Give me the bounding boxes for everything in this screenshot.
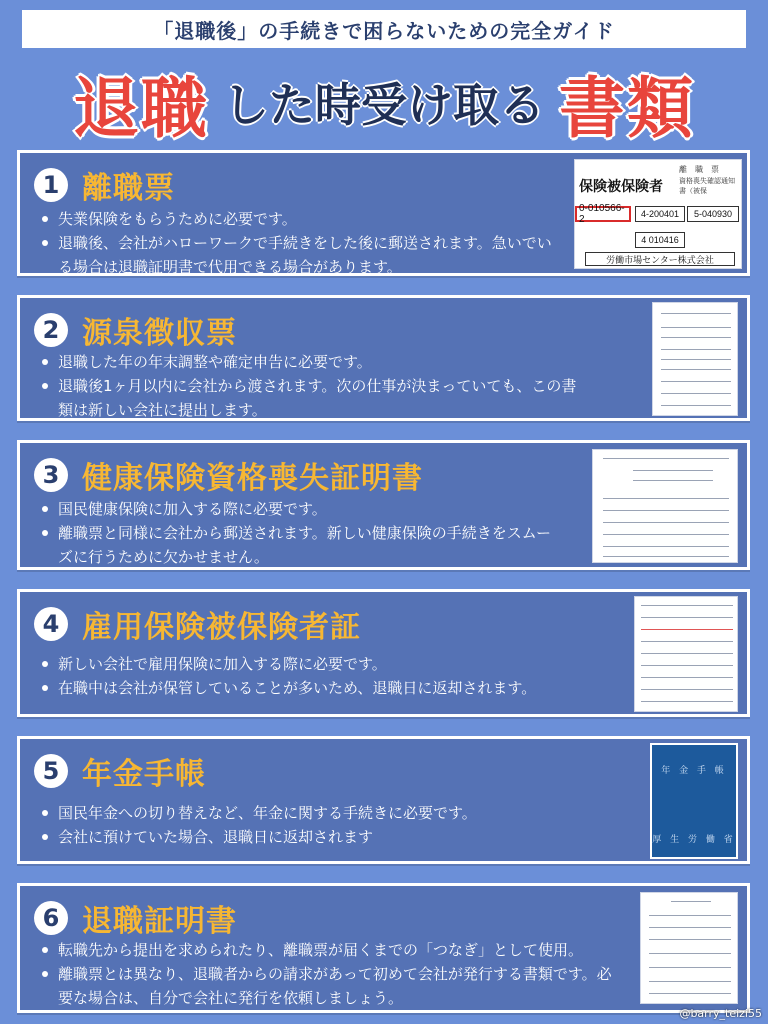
card-title: [34, 453, 423, 497]
card-title: [34, 749, 206, 793]
bullet-item: 会社に預けていた場合、退職日に返却されます: [42, 825, 622, 849]
form-company-field: 労働市場センター株式会社: [585, 252, 735, 266]
card-gensen-choshuhyo: [17, 295, 750, 421]
card-heading: 退職証明書: [82, 904, 237, 939]
number-badge: 1: [34, 168, 68, 202]
number-badge: 3: [34, 458, 68, 492]
nenkin-techo-image: [650, 743, 738, 859]
bullet-list: [42, 801, 622, 849]
number-badge: 2: [34, 313, 68, 347]
rishokuhyo-form-image: [574, 159, 742, 269]
card-title: [34, 308, 237, 352]
form-sub2: 資格喪失確認通知書（被保: [679, 178, 735, 195]
bullet-list: [42, 938, 622, 1010]
form-field-b: 5-040930: [687, 206, 739, 222]
form-sub1: 離 職 票: [679, 165, 719, 174]
card-nenkin-techo: [17, 736, 750, 864]
bullet-list: [42, 652, 622, 700]
form-heading: 保険被保険者: [579, 178, 663, 194]
bullet-item: 転職先から提出を求められたり、離職票が届くまでの「つなぎ」として使用。: [42, 938, 622, 962]
headline-part-taishoku: 退職: [73, 69, 209, 147]
card-heading: 年金手帳: [82, 757, 206, 792]
subtitle-bar: [22, 10, 746, 48]
card-taishoku-shomeisho: [17, 883, 750, 1013]
bullet-item: 退職後1ヶ月以内に会社から渡されます。次の仕事が決まっていても、この書類は新しい会社に提出します。: [42, 374, 582, 422]
card-heading: 健康保険資格喪失証明書: [82, 461, 423, 496]
form-field-c: 4 010416: [635, 232, 685, 248]
bullet-list: [42, 207, 562, 279]
card-kenko-hoken-soshitsu: [17, 440, 750, 570]
main-headline: [0, 58, 768, 146]
bullet-list: [42, 497, 562, 569]
card-title: [34, 896, 237, 940]
book-issuer: 厚 生 労 働 省: [652, 835, 736, 845]
card-koyo-hoken-hihokensha-sho: [17, 589, 750, 717]
bullet-item: 退職後、会社がハローワークで手続きをした後に郵送されます。急いでいる場合は退職証明書で代用できる場合があります。: [42, 231, 562, 279]
form-number-field: 0-010566-2: [575, 206, 631, 222]
headline-part-middle: した時受け取る: [223, 78, 545, 132]
card-title: [34, 163, 175, 207]
form-field-a: 4-200401: [635, 206, 685, 222]
taishoku-shomeisho-image: [640, 892, 738, 1004]
card-heading: 雇用保険被保険者証: [82, 610, 361, 645]
bullet-item: 離職票と同様に会社から郵送されます。新しい健康保険の手続きをスムーズに行うために欠かせません。: [42, 521, 562, 569]
card-heading: 離職票: [82, 171, 175, 206]
subtitle-text: 「退職後」の手続きで困らないための完全ガイド: [153, 18, 615, 43]
book-title: 年 金 手 帳: [661, 766, 727, 776]
bullet-item: 失業保険をもらうために必要です。: [42, 207, 562, 231]
bullet-item: 国民健康保険に加入する際に必要です。: [42, 497, 562, 521]
headline-part-shorui: 書類: [559, 69, 695, 147]
author-watermark: @barry_teizi55: [679, 1007, 762, 1020]
bullet-item: 在職中は会社が保管していることが多いため、退職日に返却されます。: [42, 676, 622, 700]
koyo-hoken-document-image: [634, 596, 738, 712]
bullet-item: 離職票とは異なり、退職者からの請求があって初めて会社が発行する書類です。必要な場合は、自分で会社に発行を依頼しましょう。: [42, 962, 622, 1010]
bullet-item: 国民年金への切り替えなど、年金に関する手続きに必要です。: [42, 801, 622, 825]
bullet-item: 退職した年の年末調整や確定申告に必要です。: [42, 350, 582, 374]
number-badge: 6: [34, 901, 68, 935]
gensen-document-image: [652, 302, 738, 416]
card-title: [34, 602, 361, 646]
kenko-hoken-document-image: [592, 449, 738, 563]
number-badge: 5: [34, 754, 68, 788]
bullet-list: [42, 350, 582, 422]
bullet-item: 新しい会社で雇用保険に加入する際に必要です。: [42, 652, 622, 676]
card-rishokuhyo: [17, 150, 750, 276]
card-heading: 源泉徴収票: [82, 316, 237, 351]
number-badge: 4: [34, 607, 68, 641]
